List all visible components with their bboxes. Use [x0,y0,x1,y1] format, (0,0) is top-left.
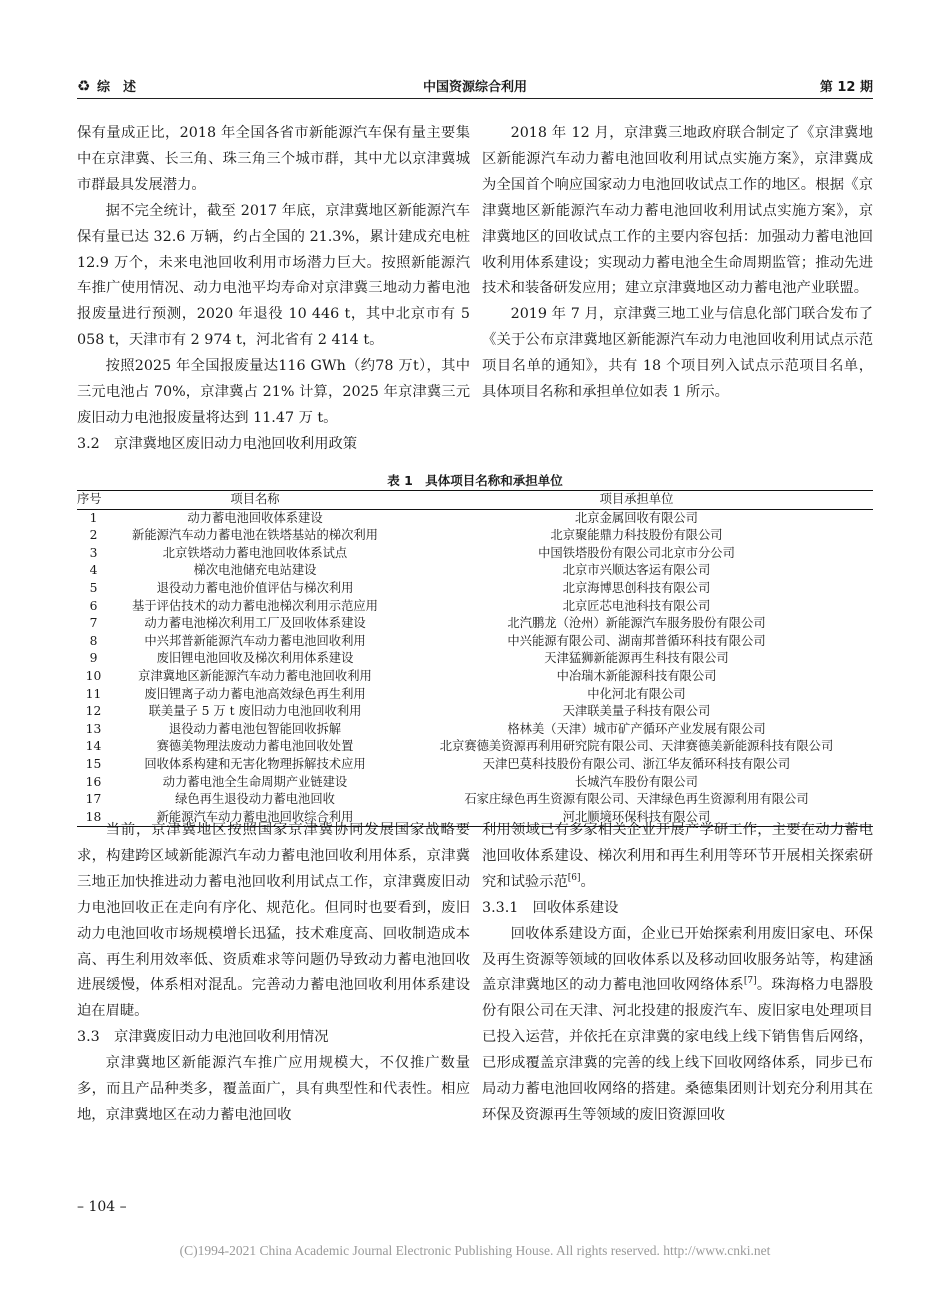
table-row [77,545,873,563]
left-column-top [77,121,470,458]
table-row [77,703,873,721]
project-table [77,490,873,827]
table-row [77,562,873,580]
paragraph: 按照2025 年全国报废量达116 GWh（约78 万t），其中三元电池占 70%，京津冀占 21% 计算，2025 年京津冀三元废旧动力电池报废量将达到 11.47 万 t。 [77,358,470,426]
row-project-name: 基于评估技术的动力蓄电池梯次利用示范应用 [132,598,378,613]
row-index: 4 [89,563,98,578]
row-project-name: 回收体系构建和无害化物理拆解技术应用 [144,756,366,771]
section-heading-3-3-1: 3.3.1 回收体系建设 [482,899,619,916]
row-organization: 格林美（天津）城市矿产循环产业发展有限公司 [507,721,766,736]
row-index: 16 [85,774,102,789]
row-organization: 北汽鹏龙（沧州）新能源汽车服务股份有限公司 [507,616,766,631]
row-index: 5 [89,580,98,595]
row-project-name: 废旧锂离子动力蓄电池高效绿色再生利用 [144,686,366,701]
journal-title: 中国资源综合利用 [422,80,527,95]
row-index: 2 [89,528,98,543]
header-section-label: 综 述 [97,80,137,95]
row-project-name: 中兴邦普新能源汽车动力蓄电池回收利用 [144,633,366,648]
row-project-name: 绿色再生退役动力蓄电池回收 [175,792,335,807]
table-row [77,598,873,616]
row-project-name: 京津冀地区新能源汽车动力蓄电池回收利用 [138,668,372,683]
citation-6[interactable]: [6] [567,873,581,884]
row-index: 10 [85,668,102,683]
paragraph [482,922,873,1129]
table-row [77,756,873,774]
paragraph: 据不完全统计，截至 2017 年底，京津冀地区新能源汽车保有量已达 32.6 万辆，约占全国的 21.3%，累计建成充电桩 12.9 万个，未来电池回收利用市场潜力巨大。按照新能源汽车推广使用情况、动力电池平均寿命对京津冀三地动力蓄电池报废量进行预测，2020 年退役 10 446 t，其中北京市有 5 058 t，天津市有 2 974 t，河北省有 2 414 t。 [77,202,470,349]
paragraph: 保有量成正比，2018 年全国各省市新能源汽车保有量主要集中在京津冀、长三角、珠三角三个城市群，其中尤以京津冀城市群最具发展潜力。 [77,125,470,193]
paragraph-text: 。珠海格力电器股份有限公司在天津、河北投建的报废汽车、废旧家电处理项目已投入运营，并依托在京津冀的家电线上线下销售售后网络，已形成覆盖京津冀的完善的线上线下回收网络体系，同步已布局动力蓄电池回收网络的搭建。桑德集团则计划充分利用其在环保及资源再生等领域的废旧资源回收 [482,977,874,1123]
row-project-name: 动力蓄电池全生命周期产业链建设 [162,774,348,789]
row-index: 13 [85,721,102,736]
row-index: 15 [85,756,102,771]
table-row [77,580,873,598]
header-index: 序号 [77,491,110,510]
table-row [77,791,873,809]
paragraph: 京津冀地区新能源汽车推广应用规模大，不仅推广数量多，而且产品种类多，覆盖面广，具有典型性和代表性。相应地，京津冀地区在动力蓄电池回收 [77,1055,470,1123]
row-organization: 天津联美量子科技有限公司 [562,704,711,719]
right-column-top [482,121,873,406]
table-row [77,721,873,739]
row-project-name: 赛德美物理法废动力蓄电池回收处置 [156,739,354,754]
punctuation: 。 [580,873,595,890]
row-project-name: 退役动力蓄电池包智能回收拆解 [168,721,342,736]
row-index: 8 [89,633,98,648]
table-row [77,774,873,792]
paragraph [482,818,873,896]
row-index: 1 [89,510,98,525]
left-column-bottom [77,818,470,1129]
row-organization: 天津巴莫科技股份有限公司、浙江华友循环科技有限公司 [482,756,791,771]
row-organization: 北京海博思创科技有限公司 [562,580,711,595]
row-index: 6 [89,598,98,613]
section-heading-3-2: 3.2 京津冀地区废旧动力电池回收利用政策 [77,435,358,452]
row-project-name: 新能源汽车动力蓄电池回收综合利用 [110,809,400,827]
row-index: 14 [85,739,102,754]
row-project-name: 动力蓄电池梯次利用工厂及回收体系建设 [144,616,366,631]
citation-7[interactable]: [7] [743,976,757,987]
row-organization: 中冶瑞木新能源科技有限公司 [556,668,717,683]
row-project-name: 退役动力蓄电池价值评估与梯次利用 [156,580,354,595]
header-rule [77,98,873,99]
row-organization: 中化河北有限公司 [587,686,686,701]
section-heading-3-3: 3.3 京津冀废旧动力电池回收利用情况 [77,1029,329,1046]
right-column-bottom [482,818,873,1129]
paragraph-text: 回收体系建设方面，企业已开始探索利用废旧家电、环保及再生资源等领域的回收体系以及移动回收服务站等，构建涵盖京津冀地区的动力蓄电池回收网络体系 [482,925,873,994]
table-caption: 表 1 具体项目名称和承担单位 [387,473,563,488]
row-organization: 北京赛德美资源再利用研究院有限公司、天津赛德美新能源科技有限公司 [439,739,834,754]
row-index: 11 [85,686,102,701]
row-organization: 中兴能源有限公司、湖南邦普循环科技有限公司 [507,633,766,648]
row-project-name: 梯次电池储充电站建设 [193,563,317,578]
row-organization: 石家庄绿色再生资源有限公司、天津绿色再生资源利用有限公司 [464,792,809,807]
row-organization: 长城汽车股份有限公司 [575,774,698,789]
table-row [77,738,873,756]
table-row [77,615,873,633]
issue-number: 第 12 期 [819,80,873,95]
row-index: 17 [85,792,102,807]
table-header-row [77,491,873,510]
paragraph: 2019 年 7 月，京津冀三地工业与信息化部门联合发布了《关于公布京津冀地区新能源汽车动力电池回收利用试点示范项目名单的通知》，共有 18 个项目列入试点示范项目名单，具体项目名称和承担单位如表 1 所示。 [482,306,873,401]
row-index: 18 [77,809,110,827]
table-row [77,686,873,704]
page-number: – 104 – [77,1199,127,1215]
paragraph: 当前，京津冀地区按照国家京津冀协同发展国家战略要求，构建跨区域新能源汽车动力蓄电池回收利用体系，京津冀三地正加快推进动力蓄电池回收利用试点工作，京津冀废旧动力电池回收正在走向有序化、规范化。但同时也要看到，废旧动力电池回收市场规模增长迅猛，技术难度高、回收制造成本高、再生利用效率低、资质难求等问题仍导致动力蓄电池回收进展缓慢，体系相对混乱。完善动力蓄电池回收利用体系建设迫在眉睫。 [77,822,470,1020]
row-organization: 天津猛狮新能源再生科技有限公司 [544,651,729,666]
row-project-name: 北京铁塔动力蓄电池回收体系试点 [162,545,348,560]
table-row [77,509,873,527]
row-index: 3 [89,545,98,560]
row-project-name: 联美量子 5 万 t 废旧动力电池回收利用 [148,704,362,719]
row-project-name: 新能源汽车动力蓄电池在铁塔基站的梯次利用 [132,528,378,543]
paragraph: 2018 年 12 月，京津冀三地政府联合制定了《京津冀地区新能源汽车动力蓄电池回收利用试点实施方案》，京津冀成为全国首个响应国家动力电池回收试点工作的地区。根据《京津冀地区新能源汽车动力蓄电池回收利用试点实施方案》，京津冀地区的回收试点工作的主要内容包括：加强动力蓄电池回收利用体系建设；实现动力蓄电池全生命周期监管；推动先进技术和装备研发应用；建立京津冀地区动力蓄电池产业联盟。 [482,125,873,297]
table-row [77,633,873,651]
row-organization: 北京金属回收有限公司 [575,510,698,525]
row-index: 12 [85,704,102,719]
row-organization: 北京聚能鼎力科技股份有限公司 [550,528,723,543]
row-project-name: 动力蓄电池回收体系建设 [187,510,323,525]
row-project-name: 废旧锂电池回收及梯次利用体系建设 [156,651,354,666]
header-organization: 项目承担单位 [400,491,873,510]
table-row [77,668,873,686]
row-organization: 北京匠芯电池科技有限公司 [562,598,711,613]
header-project-name: 项目名称 [110,491,400,510]
row-index: 7 [89,616,98,631]
copyright-watermark: (C)1994-2021 China Academic Journal Electronic Publishing House. All rights reserved. http://www.cnki.net [179,1243,771,1258]
table-row [77,527,873,545]
row-organization: 北京市兴顺达客运有限公司 [562,563,711,578]
recycle-icon: ♻ [77,76,91,95]
table-row [77,650,873,668]
paragraph-text: 利用领域已有多家相关企业开展产学研工作，主要在动力蓄电池回收体系建设、梯次利用和再生利用等环节开展相关探索研究和试验示范 [482,822,873,890]
row-index: 9 [89,651,98,666]
running-header [77,74,873,96]
row-organization: 中国铁塔股份有限公司北京市分公司 [538,545,735,560]
row-organization: 河北顺境环保科技有限公司 [400,809,873,827]
